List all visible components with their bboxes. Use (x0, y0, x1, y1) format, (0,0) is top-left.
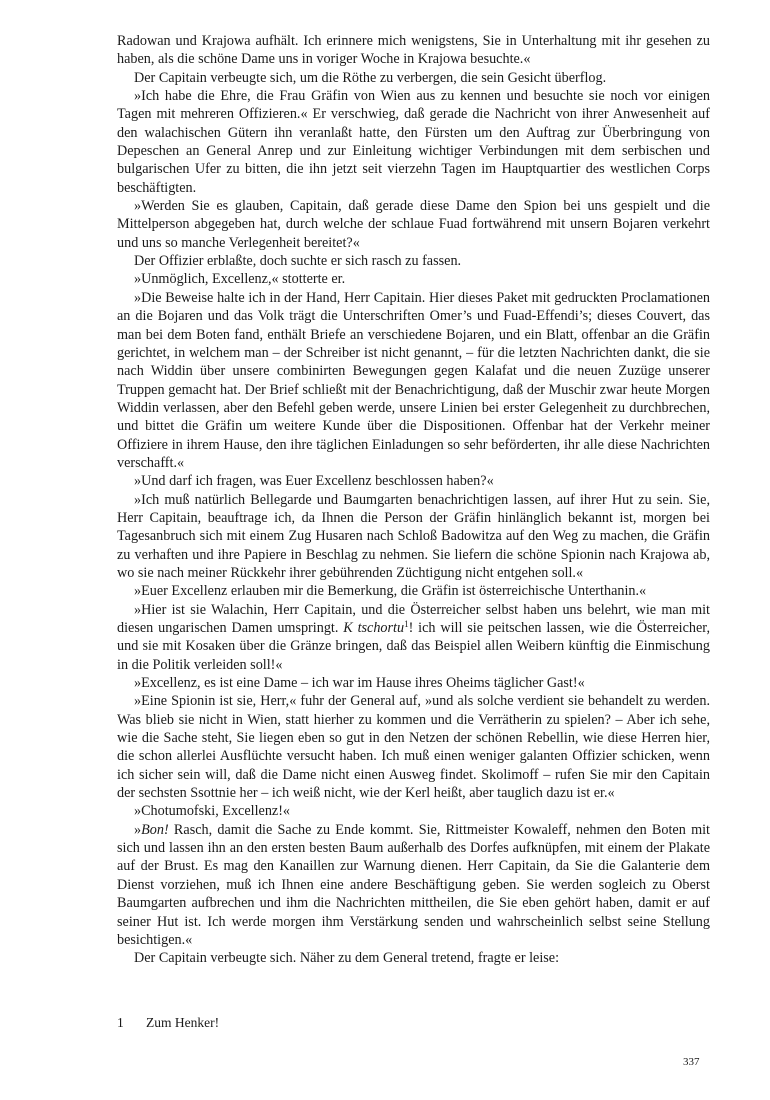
paragraph: »Excellenz, es ist eine Dame – ich war im Hause ihres Oheims täglicher Gast!« (134, 675, 585, 692)
paragraph: Der Offizier erblaßte, doch suchte er sich rasch zu fassen. (134, 253, 462, 270)
paragraph: »Die Beweise halte ich in der Hand, Herr Capitain. Hier dieses Paket mit gedruckten Proclamationen an die Bojaren und das Volk trägt die Unterschriften Omer’s und Fuad-Effendi’s; dieses Couvert, das man bei dem Boten fand, enthält Briefe an verschiedene Bojaren, und ein Blatt, offenbar an die Gräfin gerichtet, in welchem man – der Schreiber ist nicht genannt, – für die letzten Nachrichten dankt, die sie nach Widdin über unsere combinirten Bewegungen gegen Kalafat und die neuen Zuzüge unserer Truppen gemacht hat. Der Brief schließt mit der Benachrichtigung, daß der Muschir zwar heute Morgen Widdin verlassen, aber den Befehl geben werde, unsere Linien bei erster Gelegenheit zu durchbrechen, und bittet die Gräfin um weitere Kunde über die Dispositionen. Offenbar hat der Verkehr meiner Offiziere in ihrem Hause, den ihre täglichen Einladungen so sehr beförderten, ihr alle diese Nachrichten verschafft.« (117, 289, 710, 471)
paragraph: »Unmöglich, Excellenz,« stotterte er. (134, 271, 346, 288)
footnote-number: 1 (117, 1015, 124, 1030)
paragraph: Radowan und Krajowa aufhält. Ich erinnere mich wenigstens, Sie in Unterhaltung mit ihr gesehen zu haben, als die schöne Dame uns in voriger Woche in Krajowa besuchte.« (117, 33, 710, 68)
page-number: 337 (683, 1056, 700, 1068)
paragraph: »Ich habe die Ehre, die Frau Gräfin von Wien aus zu kennen und besuchte sie noch vor einigen Tagen mit mehreren Offizieren.« Er verschwieg, daß gerade die Nachricht von ihrer Anwesenheit auf den walachischen Gütern ihn veranlaßt hatte, den Fürsten um den Auftrag zur Überbringung von Depeschen an General Anrep und zur Einleitung wichtiger Verbindungen mit dem serbischen und bulgarischen Ufer zu bitten, die ihn jetzt seit vierzehn Tagen im Hauptquartier des westlichen Corps beschäftigten. (117, 88, 710, 196)
paragraph: »Chotumofski, Excellenz!« (134, 803, 291, 820)
paragraph: »Bon! Rasch, damit die Sache zu Ende kommt. Sie, Rittmeister Kowaleff, nehmen den Boten mit sich und lassen ihn an den ersten besten Baum außerhalb des Dorfes aufknüpfen, mit einem der Plakate auf der Brust. Es mag den Kanaillen zur Warnung dienen. Herr Capitain, da Sie die Galanterie dem Dienst vorziehen, muß ich Ihnen eine andere Beschäftigung geben. Sie werden sogleich zu Oberst Baumgarten aufbrechen und ihm die Nachrichten mittheilen, die Sie eben gehört haben, damit er auf seiner Hut ist. Ich werde morgen ihm Verstärkung senden und wahrscheinlich selbst seine Stellung besichtigen.« (117, 821, 710, 948)
paragraph: »Euer Excellenz erlauben mir die Bemerkung, die Gräfin ist österreichische Unterthanin.« (134, 583, 647, 600)
paragraph: »Hier ist sie Walachin, Herr Capitain, und die Österreicher selbst haben uns belehrt, wie man mit diesen ungarischen Damen umspringt. K tschortu$^1$! ich will sie peitschen lassen, wie die Österreicher, und sie mit Kosaken über die Gränze bringen, daß das Beispiel allen Weibern künftig die Einmischung in die Politik verleiden soll!« (117, 601, 710, 673)
footnote (117, 1015, 710, 1031)
page-body (117, 32, 710, 968)
paragraph: »Werden Sie es glauben, Capitain, daß gerade diese Dame den Spion bei uns gespielt und die Mittelperson abgegeben hat, durch welche der schlaue Fuad fortwährend mit unsern Bojaren verkehrt und uns so manche Verlegenheit bereitet?« (117, 198, 710, 251)
footnote-text: Zum Henker! (146, 1015, 220, 1030)
paragraph: Der Capitain verbeugte sich, um die Röthe zu verbergen, die sein Gesicht überflog. (134, 69, 607, 86)
paragraph: Der Capitain verbeugte sich. Näher zu dem General tretend, fragte er leise: (134, 950, 560, 967)
paragraph: »Eine Spionin ist sie, Herr,« fuhr der General auf, »und als solche verdient sie behandelt zu werden. Was blieb sie nicht in Wien, statt hierher zu kommen und die Verrätherin zu spielen? – Aber ich sehe, wie die Sache steht, Sie liegen eben so gut in den Netzen der schönen Rebellin, wie diese Herren hier, die schon allerlei Ausflüchte versucht haben. Ich muß einen weniger galanten Offizier schicken, wenn ich sicher sein will, daß die Dame nicht einen Ausweg findet. Skolimoff – rufen Sie mir den Capitain der sechsten Ssottnie her – ich weiß nicht, wie der Kerl heißt, aber tauglich dazu ist er.« (117, 693, 710, 802)
paragraph: »Ich muß natürlich Bellegarde und Baumgarten benachrichtigen lassen, auf ihrer Hut zu sein. Sie, Herr Capitain, beauftrage ich, da Ihnen die Person der Gräfin hinlänglich bekannt ist, morgen bei Tagesanbruch sich mit einem Zug Husaren nach Schloß Badowitza auf den Weg zu machen, die Gräfin zu verhaften und ihre Papiere in Beschlag zu nehmen. Sie liefern die schöne Spionin nach Krajowa ab, wo sie nach meiner Rückkehr ihrer gebührenden Züchtigung nicht entgehen soll.« (117, 491, 710, 581)
paragraph: »Und darf ich fragen, was Euer Excellenz beschlossen haben?« (134, 473, 494, 490)
